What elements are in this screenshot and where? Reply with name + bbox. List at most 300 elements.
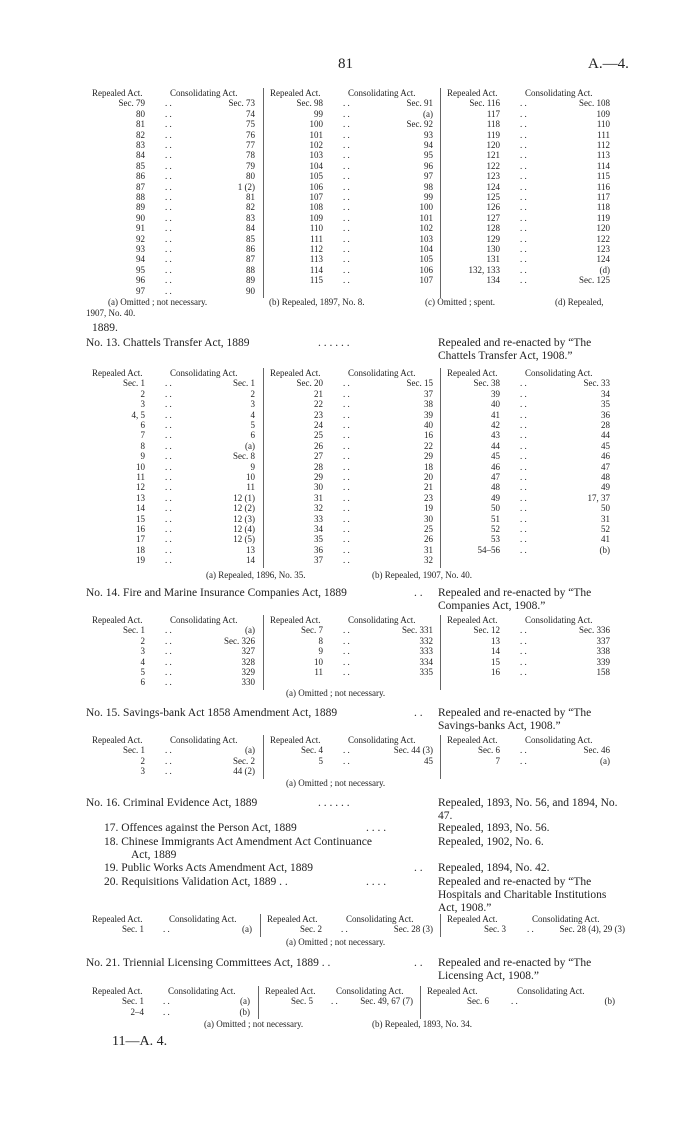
repealed-section: Sec. 116 bbox=[469, 98, 500, 109]
consolidating-section: 11 bbox=[246, 482, 255, 493]
column-header-consolidating: Consolidating Act. bbox=[170, 615, 238, 625]
act-14-dots: . . bbox=[414, 587, 423, 599]
column-header-repealed: Repealed Act. bbox=[427, 986, 478, 996]
repealed-section: 94 bbox=[136, 254, 145, 265]
repealed-section: 10 bbox=[314, 656, 323, 667]
consolidating-section: 83 bbox=[246, 212, 255, 223]
consolidating-section: 4 bbox=[250, 409, 255, 420]
repealed-section: 6 bbox=[140, 677, 145, 688]
repealed-section: 123 bbox=[486, 171, 500, 182]
leader-dots: . . bbox=[343, 461, 350, 472]
leader-dots: . . bbox=[165, 766, 172, 777]
footnote-b: (b) Repealed, 1897, No. 8. bbox=[269, 297, 365, 307]
column-header-consolidating: Consolidating Act. bbox=[517, 986, 585, 996]
repealed-section: 106 bbox=[309, 181, 323, 192]
leader-dots: . . bbox=[165, 192, 172, 202]
repealed-section: Sec. 1 bbox=[123, 378, 145, 389]
leader-dots: . . bbox=[520, 646, 527, 657]
repealed-section: 7 bbox=[495, 755, 500, 766]
leader-dots: . . bbox=[520, 150, 527, 161]
leader-dots: . . bbox=[343, 378, 350, 389]
consolidating-section: (b) bbox=[239, 1006, 250, 1017]
repealed-section: 32 bbox=[314, 503, 323, 514]
column-header-consolidating: Consolidating Act. bbox=[525, 368, 593, 378]
repealed-section: 3 bbox=[140, 399, 145, 410]
footnote-c: (c) Omitted ; spent. bbox=[425, 297, 495, 307]
act-14-result: Repealed and re-enacted by “The Companies Act, 1908.” bbox=[438, 587, 592, 612]
column-header-consolidating: Consolidating Act. bbox=[170, 735, 238, 745]
repealed-section: 7 bbox=[140, 430, 145, 441]
consolidating-section: 94 bbox=[424, 140, 433, 150]
leader-dots: . . bbox=[165, 108, 172, 119]
table-column bbox=[263, 88, 439, 298]
leader-dots: . . bbox=[520, 482, 527, 493]
leader-dots: . . bbox=[343, 534, 350, 545]
repealed-section: 130 bbox=[486, 244, 500, 254]
repealed-section: 86 bbox=[136, 171, 145, 182]
consolidating-section: Sec. 8 bbox=[233, 451, 255, 462]
leader-dots: . . bbox=[165, 275, 172, 286]
repealed-section: Sec. 2 bbox=[300, 924, 322, 935]
repealed-section: 18 bbox=[136, 544, 145, 555]
consolidating-section: 86 bbox=[246, 244, 255, 254]
consolidating-section: 34 bbox=[601, 388, 610, 399]
column-header-repealed: Repealed Act. bbox=[267, 914, 318, 924]
leader-dots: . . bbox=[165, 140, 172, 150]
consolidating-section: 21 bbox=[424, 482, 433, 493]
repealed-section: 114 bbox=[309, 264, 323, 275]
leader-dots: . . bbox=[520, 503, 527, 514]
act-18-result: Repealed, 1902, No. 6. bbox=[438, 836, 544, 848]
repealed-section: 39 bbox=[491, 388, 500, 399]
repealed-section: 43 bbox=[491, 430, 500, 441]
leader-dots: . . bbox=[520, 635, 527, 646]
column-header-repealed: Repealed Act. bbox=[92, 615, 143, 625]
leader-dots: . . bbox=[343, 430, 350, 441]
table-column bbox=[260, 914, 439, 937]
act-16-result: Repealed, 1893, No. 56, and 1894, No. 47. bbox=[438, 797, 618, 822]
table-column bbox=[263, 615, 439, 690]
leader-dots: . . bbox=[520, 171, 527, 182]
consolidating-section: 50 bbox=[601, 503, 610, 514]
leader-dots: . . bbox=[163, 996, 170, 1007]
table-column bbox=[86, 914, 258, 937]
consolidating-section: 327 bbox=[241, 646, 255, 657]
leader-dots: . . bbox=[520, 212, 527, 223]
leader-dots: . . bbox=[343, 482, 350, 493]
leader-dots: . . bbox=[165, 212, 172, 223]
consolidating-section: (a) bbox=[245, 625, 255, 636]
act-14-title: No. 14. Fire and Marine Insurance Companies Act, 1889 bbox=[86, 587, 347, 599]
leader-dots: . . bbox=[165, 264, 172, 275]
leader-dots: . . bbox=[343, 264, 350, 275]
repealed-section: 31 bbox=[314, 492, 323, 503]
consolidating-section: 46 bbox=[601, 451, 610, 462]
repealed-section: 129 bbox=[486, 233, 500, 244]
leader-dots: . . bbox=[343, 181, 350, 192]
consolidating-section: 93 bbox=[424, 129, 433, 140]
consolidating-section: 48 bbox=[601, 472, 610, 482]
leader-dots: . . bbox=[520, 544, 527, 555]
repealed-section: 16 bbox=[136, 524, 145, 534]
consolidating-section: 332 bbox=[419, 635, 433, 646]
repealed-section: 128 bbox=[486, 223, 500, 234]
column-header-repealed: Repealed Act. bbox=[447, 368, 498, 378]
repealed-section: 11 bbox=[136, 472, 145, 482]
repealed-section: 40 bbox=[491, 399, 500, 410]
leader-dots: . . bbox=[343, 745, 350, 756]
leader-dots: . . bbox=[165, 492, 172, 503]
leader-dots: . . bbox=[520, 108, 527, 119]
table-column bbox=[420, 986, 621, 1019]
repealed-section: 81 bbox=[136, 119, 145, 130]
repealed-section: 87 bbox=[136, 181, 145, 192]
leader-dots: . . bbox=[165, 409, 172, 420]
repealed-section: Sec. 1 bbox=[122, 924, 144, 935]
leader-dots: . . bbox=[520, 440, 527, 451]
leader-dots: . . bbox=[165, 430, 172, 441]
repealed-section: Sec. 79 bbox=[118, 98, 145, 109]
repealed-section: 107 bbox=[309, 192, 323, 202]
column-header-repealed: Repealed Act. bbox=[265, 986, 316, 996]
consolidating-section: Sec. 33 bbox=[583, 378, 610, 389]
leader-dots: . . bbox=[165, 635, 172, 646]
consolidating-section: 115 bbox=[596, 171, 610, 182]
leader-dots: . . bbox=[165, 513, 172, 524]
act-16-dots: . . . . . . bbox=[318, 797, 350, 809]
leader-dots: . . bbox=[520, 492, 527, 503]
consolidating-section: 35 bbox=[601, 399, 610, 410]
consolidating-section: 1 (2) bbox=[237, 181, 255, 192]
repealed-section: 121 bbox=[486, 150, 500, 161]
column-header-consolidating: Consolidating Act. bbox=[336, 986, 404, 996]
repealed-section: 4, 5 bbox=[131, 409, 145, 420]
repealed-section: 3 bbox=[140, 646, 145, 657]
repealed-section: 2 bbox=[140, 635, 145, 646]
leader-dots: . . bbox=[165, 755, 172, 766]
repealed-section: 13 bbox=[491, 635, 500, 646]
leader-dots: . . bbox=[165, 420, 172, 430]
leader-dots: . . bbox=[343, 192, 350, 202]
leader-dots: . . bbox=[343, 223, 350, 234]
leader-dots: . . bbox=[520, 160, 527, 171]
repealed-section: 101 bbox=[309, 129, 323, 140]
consolidating-section: 16 bbox=[424, 430, 433, 441]
consolidating-section: 30 bbox=[424, 513, 433, 524]
consolidating-section: (b) bbox=[599, 544, 610, 555]
repealed-section: Sec. 6 bbox=[478, 745, 500, 756]
repealed-section: 117 bbox=[486, 108, 500, 119]
repealed-section: 124 bbox=[486, 181, 500, 192]
repealed-section: 2 bbox=[140, 755, 145, 766]
act-19-title: 19. Public Works Acts Amendment Act, 1889 bbox=[104, 862, 314, 874]
repealed-section: Sec. 98 bbox=[296, 98, 323, 109]
column-header-consolidating: Consolidating Act. bbox=[348, 615, 416, 625]
repealed-section: Sec. 1 bbox=[123, 745, 145, 756]
repealed-section: 21 bbox=[314, 388, 323, 399]
consolidating-section: 52 bbox=[601, 524, 610, 534]
year-heading: 1889. bbox=[92, 322, 118, 334]
leader-dots: . . bbox=[163, 1006, 170, 1017]
consolidating-section: 36 bbox=[601, 409, 610, 420]
consolidating-section: (a) bbox=[242, 924, 252, 935]
consolidating-section: Sec. 326 bbox=[224, 635, 255, 646]
section-table-2 bbox=[0, 368, 700, 568]
footnote-b: (b) Repealed, 1893, No. 34. bbox=[372, 1019, 472, 1029]
consolidating-section: 333 bbox=[419, 646, 433, 657]
consolidating-section: 74 bbox=[246, 108, 255, 119]
repealed-section: Sec. 3 bbox=[484, 924, 506, 935]
repealed-section: Sec. 4 bbox=[301, 745, 323, 756]
consolidating-section: Sec. 125 bbox=[579, 275, 610, 286]
leader-dots: . . bbox=[165, 646, 172, 657]
repealed-section: 92 bbox=[136, 233, 145, 244]
leader-dots: . . bbox=[343, 440, 350, 451]
repealed-section: 102 bbox=[309, 140, 323, 150]
leader-dots: . . bbox=[520, 129, 527, 140]
consolidating-section: 82 bbox=[246, 202, 255, 213]
leader-dots: . . bbox=[165, 461, 172, 472]
repealed-section: 15 bbox=[136, 513, 145, 524]
consolidating-section: 49 bbox=[601, 482, 610, 493]
consolidating-section: Sec. 336 bbox=[579, 625, 610, 636]
consolidating-section: 96 bbox=[424, 160, 433, 171]
repealed-section: 34 bbox=[314, 524, 323, 534]
column-header-consolidating: Consolidating Act. bbox=[170, 368, 238, 378]
repealed-section: 52 bbox=[491, 524, 500, 534]
leader-dots: . . bbox=[343, 233, 350, 244]
repealed-section: 36 bbox=[314, 544, 323, 555]
repealed-section: 112 bbox=[309, 244, 323, 254]
repealed-section: 25 bbox=[314, 430, 323, 441]
act-19-result: Repealed, 1894, No. 42. bbox=[438, 862, 550, 874]
leader-dots: . . bbox=[343, 667, 350, 677]
leader-dots: . . bbox=[165, 677, 172, 688]
leader-dots: . . bbox=[165, 440, 172, 451]
act-18-title-continued: Act, 1889 bbox=[131, 849, 177, 861]
act-17-result: Repealed, 1893, No. 56. bbox=[438, 822, 550, 834]
column-header-repealed: Repealed Act. bbox=[92, 914, 143, 924]
leader-dots: . . bbox=[343, 212, 350, 223]
table-column bbox=[258, 986, 419, 1019]
repealed-section: 30 bbox=[314, 482, 323, 493]
act-21-result: Repealed and re-enacted by “The Licensing Act, 1908.” bbox=[438, 957, 592, 982]
consolidating-section: 328 bbox=[241, 656, 255, 667]
consolidating-section: Sec. 73 bbox=[228, 98, 255, 109]
column-header-repealed: Repealed Act. bbox=[270, 88, 321, 98]
consolidating-section: 87 bbox=[246, 254, 255, 265]
consolidating-section: 2 bbox=[250, 388, 255, 399]
column-header-consolidating: Consolidating Act. bbox=[532, 914, 600, 924]
consolidating-section: 45 bbox=[424, 755, 433, 766]
leader-dots: . . bbox=[165, 244, 172, 254]
leader-dots: . . bbox=[165, 233, 172, 244]
repealed-section: 82 bbox=[136, 129, 145, 140]
consolidating-section: 98 bbox=[424, 181, 433, 192]
repealed-section: 5 bbox=[140, 667, 145, 677]
leader-dots: . . bbox=[520, 534, 527, 545]
leader-dots: . . bbox=[343, 275, 350, 286]
consolidating-section: 12 (4) bbox=[233, 524, 255, 534]
leader-dots: . . bbox=[520, 254, 527, 265]
repealed-section: 6 bbox=[140, 420, 145, 430]
leader-dots: . . bbox=[520, 745, 527, 756]
leader-dots: . . bbox=[343, 108, 350, 119]
column-header-consolidating: Consolidating Act. bbox=[170, 88, 238, 98]
leader-dots: . . bbox=[527, 924, 534, 935]
leader-dots: . . bbox=[165, 472, 172, 482]
repealed-section: 127 bbox=[486, 212, 500, 223]
leader-dots: . . bbox=[343, 646, 350, 657]
footnote-a: (a) Omitted ; not necessary. bbox=[108, 297, 208, 307]
leader-dots: . . bbox=[343, 399, 350, 410]
consolidating-section: 13 bbox=[246, 544, 255, 555]
repealed-section: 49 bbox=[491, 492, 500, 503]
leader-dots: . . bbox=[520, 755, 527, 766]
repealed-section: 53 bbox=[491, 534, 500, 545]
act-18-title: 18. Chinese Immigrants Act Amendment Act Continuance bbox=[104, 836, 372, 848]
repealed-section: 2–4 bbox=[130, 1006, 144, 1017]
consolidating-section: 335 bbox=[419, 667, 433, 677]
leader-dots: . . bbox=[165, 656, 172, 667]
consolidating-section: 40 bbox=[424, 420, 433, 430]
consolidating-section: 9 bbox=[250, 461, 255, 472]
footnote-a: (a) Repealed, 1896, No. 35. bbox=[206, 570, 306, 580]
leader-dots: . . bbox=[343, 388, 350, 399]
leader-dots: . . bbox=[520, 656, 527, 667]
leader-dots: . . bbox=[165, 555, 172, 566]
repealed-section: 27 bbox=[314, 451, 323, 462]
section-table-4 bbox=[0, 735, 700, 779]
repealed-section: 50 bbox=[491, 503, 500, 514]
repealed-section: 83 bbox=[136, 140, 145, 150]
column-header-consolidating: Consolidating Act. bbox=[346, 914, 414, 924]
consolidating-section: 75 bbox=[246, 119, 255, 130]
consolidating-section: 44 bbox=[601, 430, 610, 441]
footnote-a: (a) Omitted ; not necessary. bbox=[286, 937, 386, 947]
consolidating-section: 119 bbox=[596, 212, 610, 223]
consolidating-section: 329 bbox=[241, 667, 255, 677]
repealed-section: 89 bbox=[136, 202, 145, 213]
repealed-section: Sec. 7 bbox=[301, 625, 323, 636]
leader-dots: . . bbox=[165, 534, 172, 545]
column-header-repealed: Repealed Act. bbox=[270, 615, 321, 625]
repealed-section: 42 bbox=[491, 420, 500, 430]
consolidating-section: 26 bbox=[424, 534, 433, 545]
leader-dots: . . bbox=[165, 160, 172, 171]
leader-dots: . . bbox=[520, 202, 527, 213]
repealed-section: 111 bbox=[310, 233, 323, 244]
leader-dots: . . bbox=[520, 388, 527, 399]
leader-dots: . . bbox=[520, 264, 527, 275]
repealed-section: 26 bbox=[314, 440, 323, 451]
consolidating-section: 124 bbox=[596, 254, 610, 265]
consolidating-section: 37 bbox=[424, 388, 433, 399]
column-header-repealed: Repealed Act. bbox=[447, 735, 498, 745]
column-header-repealed: Repealed Act. bbox=[447, 615, 498, 625]
leader-dots: . . bbox=[520, 524, 527, 534]
leader-dots: . . bbox=[165, 503, 172, 514]
consolidating-section: 105 bbox=[419, 254, 433, 265]
repealed-section: 9 bbox=[140, 451, 145, 462]
consolidating-section: 29 bbox=[424, 451, 433, 462]
act-17-dots: . . . . bbox=[366, 822, 387, 834]
leader-dots: . . bbox=[520, 409, 527, 420]
consolidating-section: 89 bbox=[246, 275, 255, 286]
column-header-repealed: Repealed Act. bbox=[92, 368, 143, 378]
consolidating-section: Sec. 92 bbox=[406, 119, 433, 130]
leader-dots: . . bbox=[163, 924, 170, 935]
table-column bbox=[440, 368, 616, 568]
leader-dots: . . bbox=[343, 202, 350, 213]
leader-dots: . . bbox=[343, 625, 350, 636]
footnote-a: (a) Omitted ; not necessary. bbox=[286, 688, 386, 698]
repealed-section: 96 bbox=[136, 275, 145, 286]
act-19-dots: . . bbox=[414, 862, 423, 874]
consolidating-section: Sec. 44 (3) bbox=[393, 745, 433, 756]
repealed-section: 9 bbox=[318, 646, 323, 657]
consolidating-section: 158 bbox=[596, 667, 610, 677]
consolidating-section: 81 bbox=[246, 192, 255, 202]
repealed-section: 29 bbox=[314, 472, 323, 482]
footnote-a: (a) Omitted ; not necessary. bbox=[286, 778, 386, 788]
column-header-repealed: Repealed Act. bbox=[270, 368, 321, 378]
consolidating-section: 122 bbox=[596, 233, 610, 244]
leader-dots: . . bbox=[343, 150, 350, 161]
leader-dots: . . bbox=[165, 451, 172, 462]
table-column bbox=[86, 88, 261, 298]
repealed-section: 14 bbox=[491, 646, 500, 657]
repealed-section: 46 bbox=[491, 461, 500, 472]
repealed-section: 119 bbox=[486, 129, 500, 140]
repealed-section: 95 bbox=[136, 264, 145, 275]
consolidating-section: Sec. 28 (4), 29 (3) bbox=[559, 924, 625, 935]
leader-dots: . . bbox=[165, 667, 172, 677]
leader-dots: . . bbox=[343, 171, 350, 182]
column-header-consolidating: Consolidating Act. bbox=[348, 735, 416, 745]
consolidating-section: 90 bbox=[246, 285, 255, 296]
leader-dots: . . bbox=[165, 254, 172, 265]
act-15-dots: . . bbox=[414, 707, 423, 719]
repealed-section: 109 bbox=[309, 212, 323, 223]
act-21-title: No. 21. Triennial Licensing Committees Act, 1889 . . bbox=[86, 957, 331, 969]
act-17-title: 17. Offences against the Person Act, 1889 bbox=[104, 822, 297, 834]
repealed-section: 134 bbox=[486, 275, 500, 286]
leader-dots: . . bbox=[520, 98, 527, 109]
consolidating-section: 3 bbox=[250, 399, 255, 410]
column-header-consolidating: Consolidating Act. bbox=[525, 735, 593, 745]
leader-dots: . . bbox=[165, 98, 172, 109]
consolidating-section: 101 bbox=[419, 212, 433, 223]
repealed-section: 93 bbox=[136, 244, 145, 254]
repealed-section: 105 bbox=[309, 171, 323, 182]
repealed-section: Sec. 6 bbox=[467, 996, 489, 1007]
consolidating-section: 330 bbox=[241, 677, 255, 688]
consolidating-section: 84 bbox=[246, 223, 255, 234]
leader-dots: . . bbox=[165, 223, 172, 234]
repealed-section: 23 bbox=[314, 409, 323, 420]
consolidating-section: 38 bbox=[424, 399, 433, 410]
column-header-repealed: Repealed Act. bbox=[447, 914, 498, 924]
table-column bbox=[86, 735, 261, 779]
leader-dots: . . bbox=[165, 119, 172, 130]
repealed-section: 100 bbox=[309, 119, 323, 130]
leader-dots: . . bbox=[343, 635, 350, 646]
repealed-section: 16 bbox=[491, 667, 500, 677]
leader-dots: . . bbox=[343, 656, 350, 667]
column-header-consolidating: Consolidating Act. bbox=[169, 914, 237, 924]
leader-dots: . . bbox=[343, 555, 350, 566]
